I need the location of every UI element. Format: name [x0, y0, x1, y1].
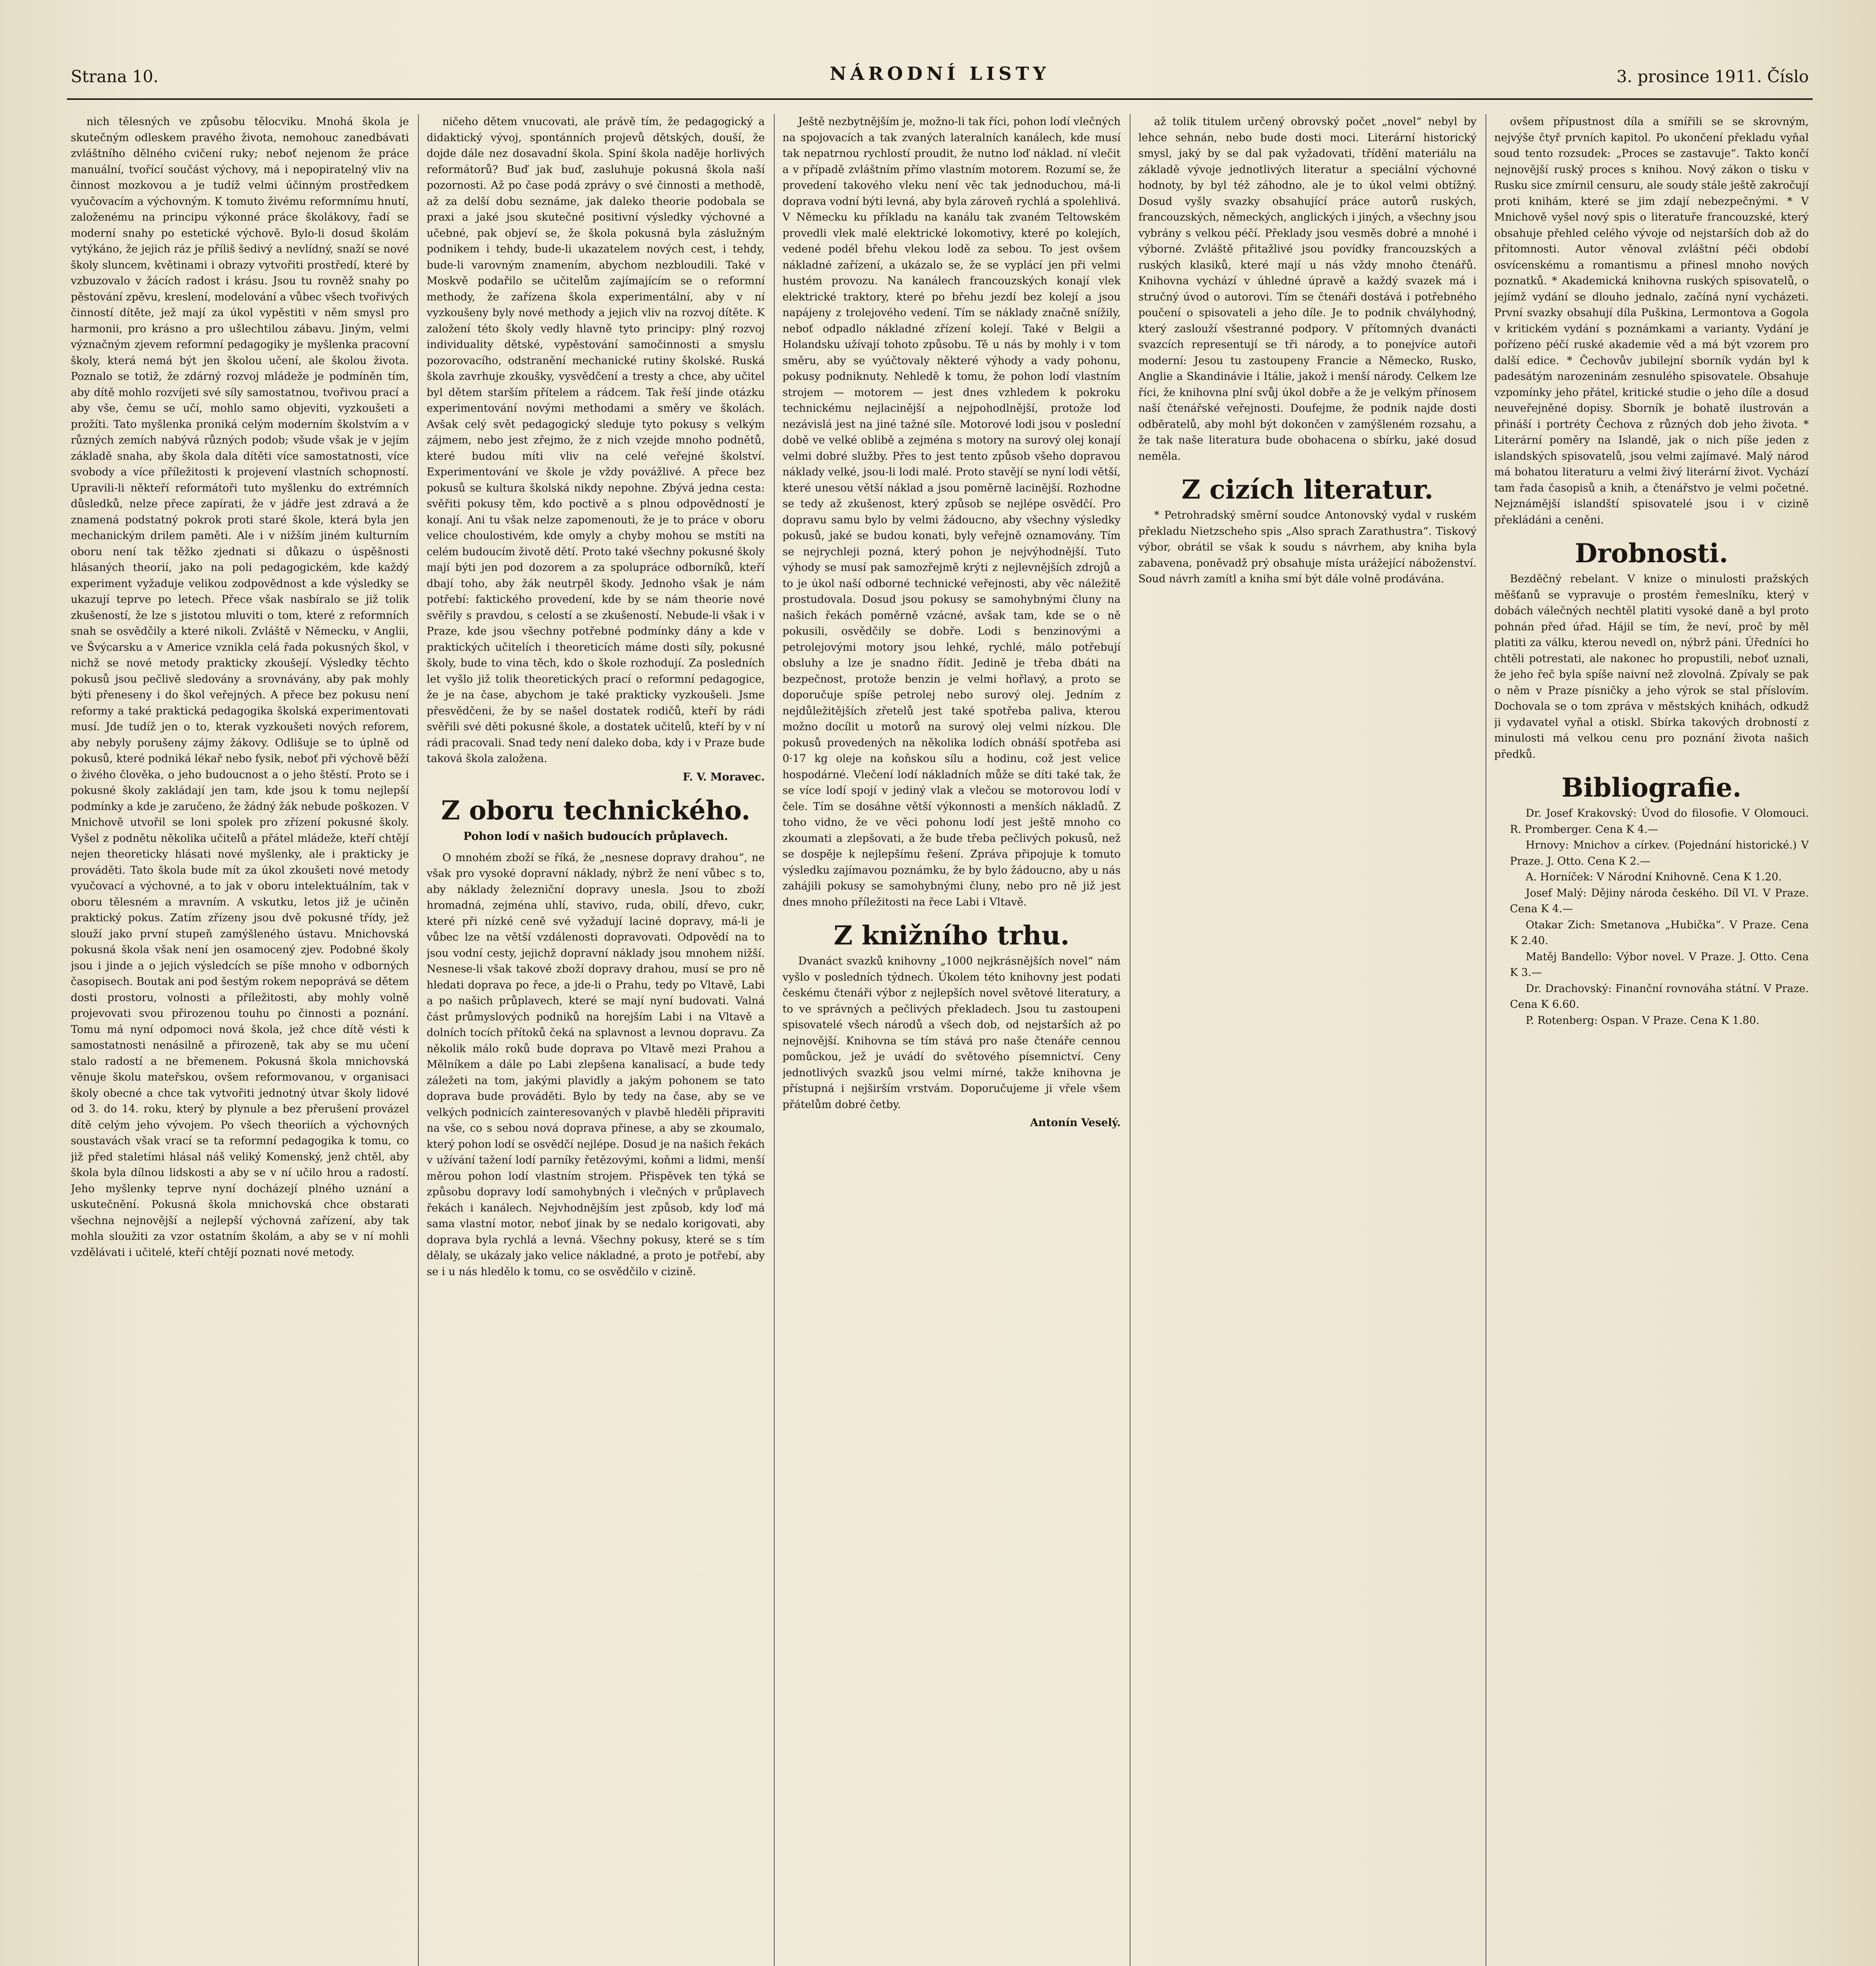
column-4 [1138, 114, 1476, 1966]
section-heading: Z knižního trhu. [834, 920, 1070, 951]
bibliography-item: Otakar Zich: Smetanova „Hubička“. V Praze. Cena K 2.40. [1510, 919, 1809, 947]
bibliography-item: Josef Malý: Dějiny národa českého. Díl VI. V Praze. Cena K 4.— [1510, 887, 1809, 915]
article-signature: Antonín Veselý. [1030, 1117, 1121, 1129]
section-heading: Z cizích literatur. [1181, 474, 1434, 505]
bibliography-item: Hrnovy: Mnichov a církev. (Pojednání historické.) V Praze. J. Otto. Cena K 2.— [1510, 839, 1809, 867]
newspaper-title: NÁRODNÍ LISTY [830, 63, 1050, 84]
article-text: O mnohém zboží se říká, že „nesnese dopravy drahou“, ne však pro vysoké dopravní náklady, nýbrž že není vůbec s to, aby náklady železniční dopravy unesla. Jsou to zboží hromadná, zejména uhlí, stavivo, ruda, obilí, dřevo, cukr, které při nízké ceně své vyžadují laciné dopravy, má-li je vůbec lze na větší vzdálenosti dopravovati. Odpovědí na to jsou vodní cesty, jejichž dopravní náklady jsou mnohem nižší. Nesnese-li však takové zboží dopravy drahou, musí se pro ně hledati doprava po řece, a jde-li o Prahu, tedy po Vltavě, Labi a po našich průplavech, které se mají nyní budovati. Valná část průmyslových podniků na horejším Labi i na Vltavě a dolních tocích přítoků čeká na splavnost a levnou dopravu. Za několik málo roků bude doprava po Vltavě mezi Prahou a Mělníkem a dále po Labi zlepšena kanalisací, a bude tedy záležeti na tom, jakými plavidly a jakým pohonem se tato doprava bude prováděti. Bylo by tedy na čase, aby se ve velkých podnicích zainteresovaných v plavbě hleděli připraviti na vše, co s sebou nová doprava přinese, a aby se zkoumalo, který pohon lodí se osvědčí nejlépe. Dosud je na našich řekách v užívání tažení lodí parníky řetězovými, koňmi a lidmi, menší měrou pohon lodí vlastním strojem. Přispěvek ten týká se způsobu dopravy lodí samohybných i vlečných v průplavech řekách i kanálech. Nejvhodnějším jest způsob, kdy loď má sama vlastní motor, neboť jinak by se nedalo korigovati, aby doprava byla rychlá a levná. Všechny pokusy, které se s tím dělaly, se ukázaly jako velice nákladné, a proto je potřebí, aby se i u nás hledělo k tomu, co se osvědčilo v cizině. [427, 851, 765, 1278]
section-subheading: Pohon lodí v našich budoucích průplavech. [463, 830, 728, 843]
article-text: ničeho dětem vnucovati, ale právě tím, že pedagogický a didaktický vývoj, spontánních projevů dětských, douší, že dojde dále nez dosavadní škola. Spiní škola naděje horlivých reformátorů? Buď jak buď, zasluhuje pokusná škola naší pozornosti. Až po čase podá zprávy o své činnosti a methodě, až za delší dobu seznáme, jak daleko theorie podobala se praxi a jaké jsou skutečné positivní výsledky výchovné a učebné, pak objeví se, že škola pokusná byla záslužným podnikem i tehdy, bude-li ukazatelem nových cest, i tehdy, bude-li varovným znamením, abychom nezbloudili. Také v Moskvě podařilo se učitelům zajímajícím se o reformní methody, že zařízena škola experimentální, aby v ní vyzkoušeny byly nové methody a jejich vliv na rozvoj dítěte. K založení této školy vedly hlavně tyto principy: plný rozvoj individuality dětské, vypěstování samočinnosti a smyslu pozorovacího, odstranění mechanické rutiny školské. Ruská škola zavrhuje zkoušky, vysvědčení a tresty a chce, aby učitel byl dětem starším přítelem a rádcem. Tak řeší jinde otázku experimentování novými methodami a směry ve školách. Avšak celý svět pedagogický sleduje tyto pokusy s velkým zájmem, nebo jest zřejmo, že z nich vzejde mnoho podnětů, které budou míti vliv na celé veřejné školství. Experimentování ve škole je vždy povážlivé. A přece bez pokusů se kultura školská nikdy nepohne. Zbývá jedna cesta: svěřiti pokusy těm, kdo poctivě a s plnou odpovědností je konají. Ani tu však nelze zapomenouti, že je to práce v oboru velice choulostivém, kde omyly a chyby mohou se mstíti na celém budoucím životě dětí. Proto také všechny pokusné školy mají býti jen pod dozorem a za spolupráce odborníků, kteří dbají toho, aby žák neutrpěl škody. Jednoho však je nám potřebí: faktického provedení, kde by se nám theorie nové svěřily s pravdou, s celostí a se zkušeností. Nebude-li však i v Praze, kde jsou všechny potřebné podmínky dány a kde v praktických učitelích i theoreticích máme dosti síly, pokusné školy, bude to vina těch, kdo o škole rozhodují. Za posledních let vyšlo již tolik theoretických prací o reformní pedagogice, že je na čase, abychom je také prakticky vyzkoušeli. Jsme přesvědčeni, že by se našel dostatek rodičů, kteří by rádi svěřili své děti pokusné škole, a dostatek učitelů, kteří by v ní rádi pracovali. Snad tedy není daleko doba, kdy i v Praze bude taková škola založena. [427, 116, 765, 765]
column-5 [1494, 114, 1809, 1966]
page-number: Strana 10. [71, 67, 159, 86]
column-1 [71, 114, 409, 1966]
article-text: Ještě nezbytnějším je, možno-li tak říci, pohon lodí vlečných na spojovacích a tak zvaných lateralních kanálech, kde musí tak nepatrnou rychlostí proudit, že nutno loď náklad. ní vlečit a v případě zvláštním přímo vlastním motorem. Rozumí se, že provedení takového vleku není věc tak jednoduchou, má-li doprava vodní býti levná, aby byla zároveň rychlá a spolehlivá. V Německu ku příkladu na kanálu tak zvaném Teltowském provedli vlek malé elektrické lokomotivy, které po kolejích, vedené podél břehu vlekou lodě za sebou. To jest ovšem nákladné zařízení, a ukázalo se, že se vyplácí jen při velmi hustém provozu. Na kanálech francouzských konají vlek elektrické traktory, které po břehu jezdí bez kolejí a jsou napájeny z trolejového vedení. Tím se náklady značně snížily, neboť odpadlo nákladné zřízení kolejí. Také v Belgii a Holandsku užívají tohoto způsobu. Tě u nás by mohly i v tom směru, aby se vyúčtovaly některé výhody a vady pohonu, pokusy podniknuty. Nehledě k tomu, že pohon lodí vlastním strojem — motorem — jest dnes vzhledem k pokroku technickému nejlacinější a nejpohodlnější, protože loď nezávislá jest na jiné tažné síle. Motorové lodi jsou v poslední době ve velké oblibě a zejména s motory na surový olej konají velmi dobré služby. Přes to jest tento způsob všeho dopravou náklady velké, jsou-li lodi malé. Proto stavějí se nyní lodi větší, které unesou větší náklad a jsou poměrně lacinější. Rozhodne se tedy až zkušenost, který způsob se nejlépe osvědčí. Pro dopravu samu bylo by velmi žádoucno, aby všechny výsledky pokusů, jaké se budou konati, byly veřejně oznamovány. Tím se nejrychleji pozná, který pohon je nejvýhodnější. Tuto výhody se musí pak samozřejmě krýti z nejlevnějších zdrojů a to je úkol naší odborné technické veřejnosti, aby věc náležitě prostudovala. Dosud jsou pokusy se samohybnými čluny na našich řekách poměrně vzácné, avšak tam, kde se o ně pokusili, osvědčily se dobře. Lodi s benzinovými a petrolejovými motory jsou lehké, rychlé, málo potřebují obsluhy a lze je snadno řídit. Jedině je třeba dbáti na bezpečnost, protože benzin je velmi hořlavý, a proto se doporučuje spíše petrolej nebo surový olej. Jedním z nejdůležitějších zřetelů jest také spotřeba paliva, kterou možno docílit u motorů na surový olej velmi nízkou. Dle pokusů provedených na několika lodích obnáší spotřeba asi 0·17 kg oleje na koňskou sílu a hodinu, což jest velice hospodárné. Vlečení lodí nákladních může se díti také tak, že se více lodí spojí v jediný vlak a vlečou se motorovou lodí v čele. Tím se dosáhne větší výkonnosti a menších nákladů. Z toho vidno, že ve věci pohonu lodí jest ještě mnoho co zkoumati a zlepšovati, a že bude třeba pečlivých pokusů, než se dospěje k nejlepšímu řešení. Zpráva připojuje k tomuto výsledku zajímavou poznámku, že by bylo žádoucno, aby u nás zahájili pokusy se samohybnými čluny, nebo pro ně již jest dnes mnoho příležitosti na řece Labi i Vltavě. [782, 116, 1121, 908]
bibliography-item: P. Rotenberg: Ospan. V Praze. Cena K 1.80. [1526, 1014, 1760, 1027]
article-text: * Petrohradský směrní soudce Antonovský vydal v ruském překladu Nietzscheho spis „Also sprach Zarathustra“. Tiskový výbor, obrátil se však k soudu s návrhem, aby kniha byla zabavena, poněvadž prý obsahuje místa urážející náboženství. Soud návrh zamítl a kniha smí být dále volně prodávána. [1138, 509, 1476, 585]
article-text: Bezděčný rebelant. V knize o minulosti pražských měšťanů se vypravuje o prostém řemeslníku, který v dobách válečných nechtěl platiti vysoké daně a byl proto pohnán před úřad. Hájil se tím, že neví, proč by měl platiti za válku, kterou nevedl on, nýbrž páni. Úředníci ho chtěli potrestati, ale nakonec ho propustili, neboť uznali, že jeho řeč byla spíše naivní než zlovolná. Zpívaly se pak o něm v Praze písničky a jeho výrok se stal příslovím. Dochovala se o tom zpráva v městských knihách, odkudž ji vydavatel vyňal a otiskl. Sbírka takových drobností z minulosti má velkou cenu pro poznání života našich předků. [1494, 573, 1809, 760]
article-text: až tolik titulem určený obrovský počet „novel“ nebyl by lehce sehnán, nebo bude dosti moci. Literární historický smysl, jaký by se dal pak vyžadovati, třídění materiálu na základě vývoje jednotlivých literatur a speciální výchovné hodnoty, by byl též záhodno, ale je to úkol velmi obtížný. Dosud vyšly svazky obsahující práce autorů ruských, francouzských, německých, anglických i jiných, a všechny jsou vybrány s velkou péčí. Překlady jsou vesměs dobré a mnohé i výborné. Zvláště přitažlivé jsou povídky francouzských a ruských klasiků, které mají u nás vždy mnoho čtenářů. Knihovna vychází v úhledné úpravě a každý svazek má i stručný úvod o autorovi. Tím se čtenáři dostává i potřebného poučení o spisovateli a jeho díle. Je to podnik chvályhodný, který zaslouží všestranné podpory. V přítomných dvanácti svazcích representují se tři národy, a to ponejvíce autoři moderní: Jesou tu zastoupeny Francie a Německo, Rusko, Anglie a Skandinávie i Itálie, jakož i menší národy. Celkem lze říci, že knihovna plní svůj úkol dobře a že je velkým přínosem naší čtenářské veřejnosti. Doufejme, že podnik najde dosti odběratelů, aby mohl být dokončen v zamýšleném rozsahu, a že tak naše literatura bude obohacena o sbírku, jaké dosud neměla. [1138, 116, 1476, 462]
column-3 [782, 114, 1121, 1966]
page-header [71, 59, 1809, 94]
section-heading: Drobnosti. [1575, 538, 1728, 569]
header-rule [67, 98, 1813, 100]
bibliography-item: Dr. Josef Krakovský: Úvod do filosofie. V Olomouci. R. Promberger. Cena K 4.— [1510, 807, 1809, 836]
section-heading: Bibliografie. [1561, 772, 1742, 803]
article-text: nich tělesných ve způsobu tělocviku. Mnohá škola je skutečným odleskem pravého života, nemohouc zanedbávati zvláštního dělného cvičení ruky; neboť nejenom že práce manuální, tvořící součást výchovy, má i nepopiratelný vliv na činnost mozkovou a je tudíž velmi účinným prostředkem vyučovacím a výchovným. K tomuto živému reformnímu hnutí, založenému na principu výkonné práce školákovy, řadí se moderní snahy po estetické výchově. Bylo-li dosud školám vytýkáno, že jejich ráz je příliš šedivý a nevlídný, snaží se nové školy sluncem, květinami i obrazy vytvořiti prostředí, které by vzbuzovalo v žácích radost i krásu. Jsou tu rovněž snahy po pěstování zpěvu, kreslení, modelování a vůbec všech tvořivých činností dítěte, jež mají za úkol vypěstiti v něm smysl pro harmonii, pro krásno a pro ušlechtilou zábavu. Jiným, velmi význačným zjevem reformní pedagogiky je myšlenka pracovní školy, která nemá být jen školou učení, ale školou života. Poznalo se totiž, že zdárný rozvoj mládeže je podmíněn tím, aby dítě mohlo rozvíjeti své síly samostatnou, tvořivou prací a aby vše, čemu se učí, mohlo samo objeviti, vyzkoušeti a prožíti. Tato myšlenka proniká celým moderním školstvím a v různých zemích nabývá různých podob; všude však je v jejím základě snaha, aby škola dala dítěti více samostatnosti, více svobody a více příležitosti k projevení vlastních schopností. Upravili-li někteří reformátoři tuto myšlenku do extrémních důsledků, nelze přece zapírati, že v jádře jest zdravá a že znamená podstatný pokrok proti staré škole, která byla jen mechanickým drilem paměti. Ale i v nižším jiném kulturním oboru není tak těžko zjednati si důkazu o úspěšnosti hlásaných theorií, jako na poli pedagogickém, kde každý experiment vyžaduje velikou zodpovědnost a kde výsledky se ukazují teprve po letech. Přece však nasbíralo se již tolik zkušeností, že lze s jistotou mluviti o tom, které z reformních snah se osvědčily a které nikoli. Zvláště v Německu, v Anglii, ve Švýcarsku a v Americe vznikla celá řada pokusných škol, v nichž se nové metody prakticky zkoušejí. Výsledky těchto pokusů jsou pečlivě sledovány a srovnávány, aby pak mohly býti přeneseny i do škol veřejných. A přece bez pokusu není reformy a také praktická pedagogika školská experimentovati musí. Jde tudíž jen o to, kterak vyzkoušeti nových reforem, aby nebyly porušeny zájmy žákovy. Odlišuje se to úplně od pokusů, které podniká lékař nebo fysik, neboť při výchově běží o živého člověka, o jeho budoucnost a o jeho štěstí. Proto se i pokusné školy zakládají jen tam, kde jsou k tomu nejlepší podmínky a kde je zaručeno, že žádný žák nebude poškozen. V Mnichově utvořil se loni spolek pro zřízení pokusné školy. Vyšel z podnětu několika učitelů a přátel mládeže, kteří chtějí nejen theoreticky hlásati nové myšlenky, ale i prakticky je prováděti. Tato škola bude mít za úkol zkoušeti nové metody vyučovací a výchovné, a to jak v oboru intelektuálním, tak v oboru tělesném a mravním. A vskutku, letos již je učiněn praktický pokus. Zatím zřízeny jsou dvě pokusné třídy, jež slouží jako první stupeň zamýšleného ústavu. Mnichovská pokusná škola však není jen osamocený zjev. Podobné školy jsou i jinde a o jejich výsledcích se píše mnoho v odborných časopisech. Boutak ani pod šestým rokem nepoprává se dětem dosti prostoru, volnosti a příležitosti, aby mohly volně projevovati svou přirozenou touhu po činnosti a poznání. Tomu má nyní odpomoci nová škola, jež chce dítě vésti k samostatnosti nenásilně a přirozeně, tak aby se mu učení stalo radostí a ne břemenem. Pokusná škola mnichovská věnuje školu mateřskou, ovšem reformovanou, v organisaci školy obecné a chce tak vytvořiti jednotný útvar školy lidové od 3. do 14. roku, který by plynule a bez přerušení provázel dítě celým jeho vývojem. Po všech theoriích a výchovných soustavách však vrací se ta reformní pedagogika k tomu, co již před staletími hlásal náš veliký Komenský, jenž chtěl, aby škola byla dílnou lidskosti a aby se v ní učilo hrou a radostí. Jeho myšlenky teprve nyní docházejí plného uznání a uskutečnění. Pokusná škola mnichovská chce obstarati všechna nejnovější a nejlepší výchovná zařízení, aby tak mohla sloužiti za vzor ostatním školám, a aby se v ní mohli vzdělávati i učitelé, kteří chtějí poznati nové metody. [71, 116, 409, 1259]
bibliography-item: Matěj Bandello: Výbor novel. V Praze. J. Otto. Cena K 3.— [1510, 950, 1809, 979]
column-2 [427, 114, 765, 1966]
article-text: Dvanáct svazků knihovny „1000 nejkrásnějších novel“ nám vyšlo v posledních týdnech. Úkolem této knihovny jest podati českému čtenáři výbor z nejlepších novel světové literatury, a to ve správných a pečlivých překladech. Jsou tu zastoupeni spisovatelé všech národů a všech dob, od nejstarších až po nejnovější. Knihovna se tím stává pro naše čtenáře cennou pomůckou, jež je uvádí do světového písemnictví. Ceny jednotlivých svazků jsou velmi mírné, takže knihovna je přístupná i nejširším vrstvám. Doporučujeme ji vřele všem přátelům dobré četby. [782, 955, 1121, 1111]
bibliography-item: Dr. Drachovský: Finanční rovnováha státní. V Praze. Cena K 6.60. [1510, 982, 1809, 1011]
article-text: ovšem přípustnost díla a smířili se se skrovným, nejvýše čtyř prvních kapitol. Po ukončení překladu vyňal soud tento rozsudek: „Proces se zastavuje“. Takto končí nejnovější ruský proces s knihou. Nový zákon o tisku v Rusku sice zmírnil censuru, ale soudy stále ještě zakročují proti knihám, které se jim zdají nebezpečnými. * V Mnichově vyšel nový spis o literatuře francouzské, který obsahuje přehled celého vývoje od nejstarších dob až do přítomnosti. Autor věnoval zvláštní péči období osvícenskému a romantismu a přinesl mnoho nových poznatků. * Akademická knihovna ruských spisovatelů, o jejímž vydání se dlouho jednalo, začíná nyní vycházeti. První svazky obsahují díla Puškina, Lermontova a Gogola v kritickém vydání s poznámkami a varianty. Vydání je pořízeno péčí ruské akademie věd a má být vzorem pro další edice. * Čechovův jubilejní sborník vydán byl k padesátým narozeninám zesnulého spisovatele. Obsahuje vzpomínky jeho přátel, kritické studie o jeho díle a dosud neuveřejněné dopisy. Sborník je bohatě ilustrován a přináší i portréty Čechova z různých dob jeho života. * Literární poměry na Islandě, jak o nich píše jeden z islandských spisovatelů, jsou velmi zajímavé. Malý národ má bohatou literaturu a velmi živý literární život. Vychází tam řada časopisů a knih, a čtenářstvo je velmi početné. Nejznámější islandští spisovatelé jsou i v cizině překládáni a ceněni. [1494, 116, 1809, 526]
section-heading: Z oboru technického. [441, 795, 751, 826]
column-divider [418, 114, 419, 1966]
bibliography-item: A. Horníček: V Národní Knihovně. Cena K 1.20. [1526, 871, 1782, 883]
issue-date: 3. prosince 1911. Číslo [1616, 67, 1809, 86]
column-divider [774, 114, 775, 1966]
bibliography-list [1494, 806, 1809, 1029]
article-signature: F. V. Moravec. [683, 771, 765, 783]
